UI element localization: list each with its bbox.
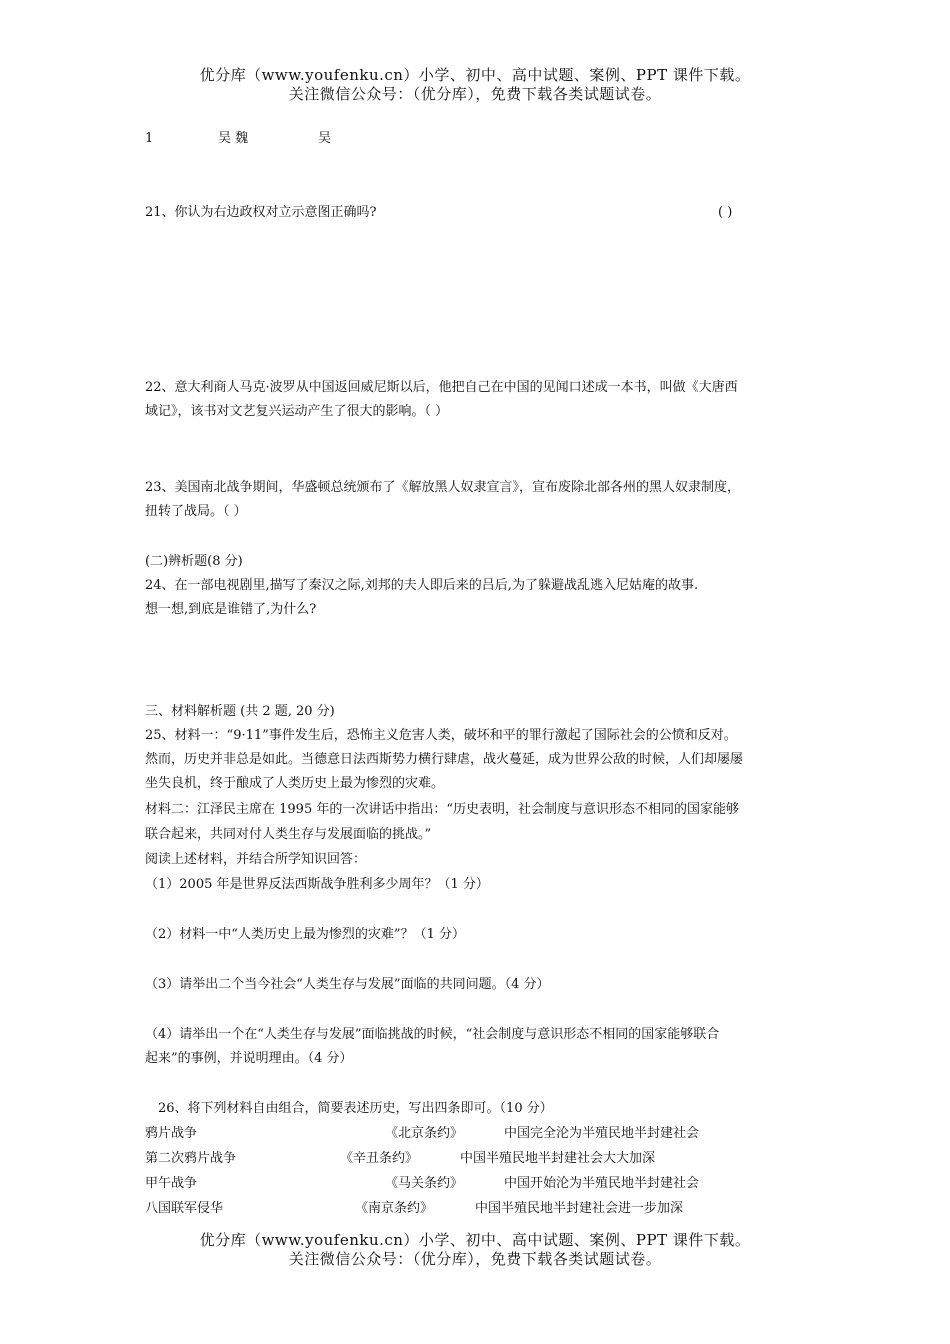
- q26-treaty: 《北京条约》: [385, 1126, 464, 1141]
- material-1-line1: 25、材料一：“9·11”事件发生后，恐怖主义危害人类，破坏和平的罪行激起了国际社会的公愤和反对。: [145, 728, 737, 743]
- section-2-title: (二)辨析题(8 分): [145, 554, 243, 569]
- q26-treaty: 《辛丑条约》: [340, 1151, 419, 1166]
- sub-question-2: （2）材料一中“人类历史上最为惨烈的灾难”？（1 分）: [145, 927, 465, 942]
- q26-treaty: 《马关条约》: [385, 1176, 464, 1191]
- material-2-line1: 材料二：江泽民主席在 1995 年的一次讲话中指出：“历史表明，社会制度与意识形态不相同的国家能够: [145, 802, 739, 817]
- material-1-line3: 坐失良机，终于酿成了人类历史上最为惨烈的灾难。: [145, 776, 445, 791]
- q26-event: 甲午战争: [145, 1176, 198, 1191]
- q26-result: 中国开始沦为半殖民地半封建社会: [504, 1176, 700, 1191]
- sub-question-4-line2: 起来”的事例，并说明理由。（4 分）: [145, 1051, 353, 1066]
- question-24-line2: 想一想,到底是谁错了,为什么?: [145, 602, 317, 617]
- question-23-line2: 扭转了战局。（ ）: [145, 504, 247, 519]
- instruction: 阅读上述材料，并结合所学知识回答：: [145, 852, 367, 867]
- sub-question-3: （3）请举出二个当今社会“人类生存与发展”面临的共同问题。（4 分）: [145, 977, 550, 992]
- page-footer-line2: 关注微信公众号：（优分库），免费下载各类试题试卷。: [288, 1250, 662, 1268]
- q26-result: 中国完全沦为半殖民地半封建社会: [504, 1126, 700, 1141]
- material-2-line2: 联合起来，共同对付人类生存与发展面临的挑战。”: [145, 827, 432, 842]
- page-header-line1: 优分库（www.youfenku.cn）小学、初中、高中试题、案例、PPT 课件下载。: [199, 66, 751, 84]
- q26-treaty: 《南京条约》: [355, 1201, 434, 1216]
- q26-result: 中国半殖民地半封建社会大大加深: [460, 1151, 656, 1166]
- question-21: 21、你认为右边政权对立示意图正确吗?: [145, 205, 377, 220]
- question-26-title: 26、将下列材料自由组合，简要表述历史，写出四条即可。（10 分）: [158, 1101, 553, 1116]
- fragment-number: 1: [145, 131, 154, 146]
- section-3-title: 三、材料解析题 (共 2 题, 20 分): [145, 704, 335, 719]
- page-footer-line1: 优分库（www.youfenku.cn）小学、初中、高中试题、案例、PPT 课件下载。: [199, 1231, 751, 1249]
- sub-question-1: （1）2005 年是世界反法西斯战争胜利多少周年？（1 分）: [145, 877, 489, 892]
- sub-question-4-line1: （4）请举出一个在“人类生存与发展”面临挑战的时候，“社会制度与意识形态不相同的国家能够联合: [145, 1027, 720, 1042]
- fragment-label-a: 吴 魏: [218, 131, 249, 146]
- question-22-line1: 22、意大利商人马克·波罗从中国返回威尼斯以后，他把自己在中国的见闻口述成一本书，叫做《大唐西: [145, 380, 738, 395]
- q26-result: 中国半殖民地半封建社会进一步加深: [475, 1201, 684, 1216]
- question-24-line1: 24、在一部电视剧里,描写了秦汉之际,刘邦的夫人即后来的吕后,为了躲避战乱逃入尼姑庵的故事.: [145, 578, 699, 593]
- fragment-label-b: 吴: [318, 131, 332, 146]
- q26-event: 第二次鸦片战争: [145, 1151, 237, 1166]
- material-1-line2: 然而，历史并非总是如此。当德意日法西斯势力横行肆虐，战火蔓延，成为世界公敌的时候，人们却屡屡: [145, 752, 744, 767]
- question-21-blank: ( ): [718, 205, 733, 220]
- q26-event: 八国联军侵华: [145, 1201, 224, 1216]
- page-header-line2: 关注微信公众号：（优分库），免费下载各类试题试卷。: [288, 85, 662, 103]
- question-22-line2: 域记》，该书对文艺复兴运动产生了很大的影响。（ ）: [145, 404, 449, 419]
- question-23-line1: 23、美国南北战争期间，华盛顿总统颁布了《解放黑人奴隶宣言》，宣布废除北部各州的黑人奴隶制度，: [145, 480, 741, 495]
- q26-event: 鸦片战争: [145, 1126, 198, 1141]
